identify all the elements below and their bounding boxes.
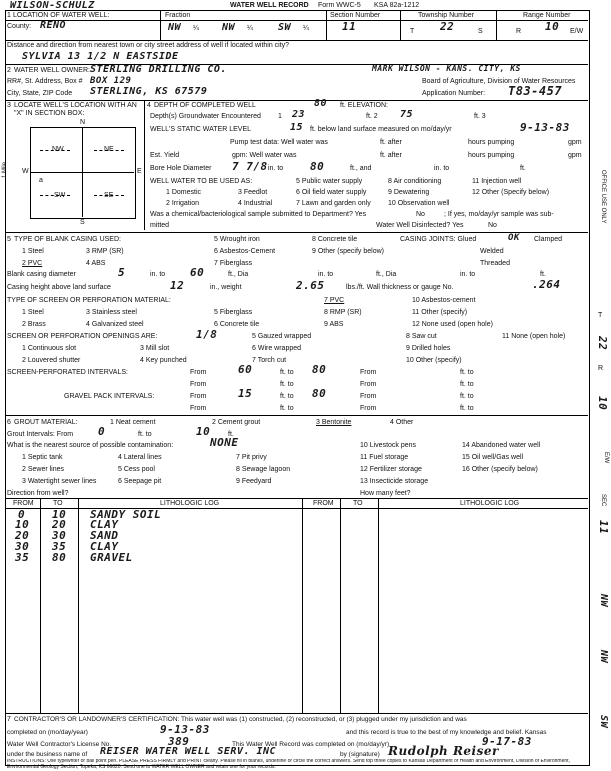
yield-tail: gpm: Well water was (232, 152, 297, 159)
gravel-from-value: 15 (238, 387, 253, 400)
use-label: WELL WATER TO BE USED AS: (150, 178, 253, 185)
openings-value: 1/8 (196, 328, 218, 341)
quarter-mark: ¼ (303, 25, 309, 32)
sidebar-ew: E/W (603, 452, 609, 464)
ft-label: ft. (228, 431, 234, 438)
perf-from-label: From (360, 381, 377, 388)
gpm-label: gpm (568, 139, 582, 146)
gravel-to-label: ft. to (280, 405, 294, 412)
gw-3-label: ft. 3 (474, 113, 486, 120)
use-10[interactable]: 10 Observation well (388, 200, 450, 207)
township-label: Township Number (418, 12, 475, 19)
bore-to-value: 80 (310, 160, 325, 173)
source-10[interactable]: 10 Livestock pens (360, 442, 417, 449)
hours-pumping: hours pumping (468, 139, 515, 146)
ne-label: NE (104, 146, 114, 153)
casing-3[interactable]: 3 RMP (SR) (86, 248, 124, 255)
form-number: Form WWC-5 (318, 2, 361, 9)
ft-dia: ft., Dia (376, 271, 397, 278)
log-row-log: SAND (90, 529, 119, 542)
fraction-3: SW (278, 22, 292, 33)
county-label: County: (7, 23, 32, 30)
grout-intervals-label: Grout Intervals: From (7, 431, 74, 438)
sw-label: SW (54, 192, 66, 199)
owner-name-header: WILSON-SCHULZ (10, 0, 95, 11)
gravel-from-label: From (190, 405, 207, 412)
perf-to-label: ft. to (280, 369, 294, 376)
log-row-log: GRAVEL (90, 551, 133, 564)
grout-label: GROUT MATERIAL: (14, 419, 78, 426)
use-8[interactable]: 8 Air conditioning (388, 178, 442, 185)
static-date: 9-13-83 (520, 121, 570, 134)
gravel-label: GRAVEL PACK INTERVALS: (64, 393, 155, 400)
log-row-to: 20 (52, 518, 67, 531)
how-many-label: How many feet? (360, 490, 411, 497)
address-label: RR#, St. Address, Box # (7, 78, 83, 85)
opening-1[interactable]: 1 Continuous slot (22, 345, 77, 352)
log-row-log: CLAY (90, 518, 119, 531)
gpm-label: gpm (568, 152, 582, 159)
gravel-from-label: From (360, 405, 377, 412)
casing-5[interactable]: 5 Wrought iron (214, 236, 260, 243)
log-row-to: 10 (52, 508, 67, 521)
casing-9[interactable]: 9 Other (specify below) (312, 248, 384, 255)
static-label: WELL'S STATIC WATER LEVEL (150, 126, 252, 133)
log-row-from: 10 (15, 518, 30, 531)
grout-from-value: 0 (98, 425, 106, 438)
grout-2[interactable]: 2 Cement grout (212, 419, 261, 426)
screen-3[interactable]: 3 Stainless steel (86, 309, 137, 316)
section-box[interactable] (30, 127, 136, 219)
section-1-number: 1 (7, 12, 11, 19)
section-6-number: 6 (7, 419, 11, 426)
section-5-number: 5 (7, 236, 11, 243)
joints-label: CASING JOINTS: Glued (400, 236, 477, 243)
range-r: R (516, 28, 522, 35)
use-11[interactable]: 11 Injection well (472, 178, 522, 185)
casing-8[interactable]: 8 Concrete tile (312, 236, 358, 243)
record-date: 9-17-83 (482, 735, 532, 748)
source-12[interactable]: 12 Fertilizer storage (360, 466, 422, 473)
diameter-value: 5 (118, 266, 126, 279)
range-label: Range Number (523, 12, 571, 19)
sidebar-r: R (598, 365, 604, 372)
township-s: S (478, 28, 483, 35)
divider (5, 40, 588, 41)
screen-12[interactable]: 12 None used (open hole) (412, 321, 493, 328)
casing-1[interactable]: 1 Steel (22, 248, 44, 255)
gravel-to-label: ft. to (460, 405, 474, 412)
in-to: in. to (434, 165, 450, 172)
use-2[interactable]: 2 Irrigation (166, 200, 200, 207)
weight-label: in., weight (210, 284, 242, 291)
groundwater-label: Depth(s) Groundwater Encountered (150, 113, 261, 120)
col-divider (78, 498, 79, 713)
screen-10[interactable]: 10 Asbestos-cement (412, 297, 476, 304)
weight-tail: lbs./ft. Wall thickness or gauge No. (346, 284, 454, 291)
location-label: LOCATION OF WATER WELL: (13, 12, 110, 19)
completed-tail: and this record is true to the best of my knowledge and belief. Kansas (346, 729, 547, 736)
source-6[interactable]: 6 Seepage pit (118, 478, 162, 485)
screen-5[interactable]: 5 Fiberglass (214, 309, 253, 316)
distance-label: Distance and direction from nearest town or city street address of well if located within city? (7, 42, 290, 49)
log-row-to: 35 (52, 540, 67, 553)
board-label: Board of Agriculture, Division of Water Resources (422, 78, 576, 85)
col-log: LITHOLOGIC LOG (460, 500, 520, 507)
sidebar-sec: SEC (600, 494, 606, 507)
divider (5, 232, 588, 233)
city-value: STERLING, KS 67579 (90, 86, 208, 97)
col-from: FROM (313, 500, 334, 507)
source-13[interactable]: 13 Insecticide storage (360, 478, 429, 485)
perf-label: SCREEN-PERFORATED INTERVALS: (7, 369, 128, 376)
source-9[interactable]: 9 Feedyard (236, 478, 272, 485)
bore-in-to: in. to (268, 165, 284, 172)
use-5[interactable]: 5 Public water supply (296, 178, 363, 185)
cert-label: CONTRACTOR'S OR LANDOWNER'S CERTIFICATION: This water well was (1) constructed, (2) reconstructed, or (3) plugged under my jurisdiction and was (14, 716, 467, 723)
mile-label: 1 Mile (2, 161, 8, 178)
completed-value: 9-13-83 (160, 723, 210, 736)
business-value: REISER WATER WELL SERV. INC (100, 746, 277, 757)
perf-to-label: ft. to (460, 381, 474, 388)
perf-from-value: 60 (238, 363, 253, 376)
contam-value: NONE (210, 436, 239, 449)
depth-value: 80 (314, 98, 328, 109)
source-5[interactable]: 5 Cess pool (118, 466, 155, 473)
sidebar-sec-value: 11 (597, 520, 610, 535)
divider (5, 20, 588, 21)
owner-name: STERLING DRILLING CO. (90, 64, 227, 75)
gw-2-value: 75 (400, 109, 414, 120)
log-row-from: 0 (18, 508, 26, 521)
section-box-vline (82, 127, 83, 217)
log-row-from: 20 (15, 529, 30, 542)
divider (5, 713, 588, 714)
section-3-number: 3 (7, 102, 11, 109)
pump-test-label: Pump test data: Well water was (230, 139, 328, 146)
sample-tail: ; If yes, mo/day/yr sample was sub- (444, 211, 554, 218)
height-label: Casing height above land surface (7, 284, 111, 291)
submitted-label: mitted (150, 222, 170, 229)
source-2[interactable]: 2 Sewer lines (22, 466, 65, 473)
gw-1-value: 23 (292, 109, 306, 120)
hours-pumping: hours pumping (468, 152, 515, 159)
screen-2[interactable]: 2 Brass (22, 321, 46, 328)
section-4-number: 4 (147, 102, 151, 109)
source-1[interactable]: 1 Septic tank (22, 454, 63, 461)
screen-6[interactable]: 6 Concrete tile (214, 321, 260, 328)
elevation-label: ft. ELEVATION: (340, 102, 388, 109)
sidebar-q3: SW (598, 715, 609, 729)
range-ew: E/W (570, 28, 584, 35)
ft-label: ft. (520, 165, 526, 172)
col-log: LITHOLOGIC LOG (160, 500, 220, 507)
se-label: SE (104, 192, 114, 199)
range-value: 10 (545, 20, 560, 33)
divider (5, 498, 588, 499)
divider (326, 10, 327, 40)
opening-6[interactable]: 6 Wire wrapped (252, 345, 302, 352)
source-14[interactable]: 14 Abandoned water well (462, 442, 541, 449)
screen-7[interactable]: 7 PVC (324, 297, 345, 304)
south-label: S (80, 219, 85, 226)
distance-value: SYLVIA 13 1/2 N EASTSIDE (22, 51, 179, 62)
perf-from-label: From (190, 381, 207, 388)
in-to: in. to (460, 271, 476, 278)
screen-4[interactable]: 4 Galvanized steel (86, 321, 144, 328)
gravel-from-label: From (190, 393, 207, 400)
divider (496, 10, 497, 40)
fraction-label: Fraction (165, 12, 191, 19)
contam-label: What is the nearest source of possible contamination: (7, 442, 174, 449)
west-label: W (22, 168, 29, 175)
a-label: a (39, 177, 43, 184)
screen-label: TYPE OF SCREEN OR PERFORATION MATERIAL: (7, 297, 171, 304)
divider (144, 100, 145, 230)
business-label: under the business name of (7, 751, 88, 758)
static-tail: ft. below land surface measured on mo/day/yr (310, 126, 452, 133)
grout-1[interactable]: 1 Neat cement (110, 419, 156, 426)
direction-label: Direction from well? (7, 490, 69, 497)
log-row-log: CLAY (90, 540, 119, 553)
log-row-from: 35 (15, 551, 30, 564)
col-divider (40, 498, 41, 713)
use-12[interactable]: 12 Other (Specify below) (472, 189, 550, 196)
perf-from-label: From (190, 369, 207, 376)
section-number-value: 11 (342, 20, 357, 33)
county-value: RENO (40, 20, 67, 31)
section-2-number: 2 (7, 67, 11, 74)
divider (400, 10, 401, 40)
sidebar-q2: NW (598, 650, 609, 664)
license-label: Water Well Contractor's License No. (7, 741, 112, 748)
threaded-label[interactable]: Threaded (480, 260, 510, 267)
diameter-to: in. to (150, 271, 166, 278)
col-divider (340, 498, 341, 713)
gauge-value: .264 (532, 278, 561, 291)
use-9[interactable]: 9 Dewatering (388, 189, 430, 196)
application-number: T83-457 (508, 84, 563, 98)
col-to: TO (53, 500, 63, 507)
source-4[interactable]: 4 Lateral lines (118, 454, 162, 461)
casing-2[interactable]: 2 PVC (22, 260, 43, 267)
casing-label: TYPE OF BLANK CASING USED: (14, 236, 121, 243)
bore-label: Bore Hole Diameter (150, 165, 212, 172)
perf-to-label: ft. to (460, 369, 474, 376)
grout-4[interactable]: 4 Other (390, 419, 414, 426)
opening-10[interactable]: 10 Other (specify) (406, 357, 462, 364)
ft-label: ft. (540, 271, 546, 278)
ft-after: ft. after (380, 139, 402, 146)
screen-9[interactable]: 9 ABS (324, 321, 344, 328)
sidebar-q1: NW (598, 594, 609, 608)
openings-label: SCREEN OR PERFORATION OPENINGS ARE: (7, 333, 158, 340)
divider (5, 415, 588, 416)
ft-and: ft., and (350, 165, 372, 172)
use-1[interactable]: 1 Domestic (166, 189, 202, 196)
grout-3[interactable]: 3 Bentonite (316, 419, 352, 426)
source-11[interactable]: 11 Fuel storage (360, 454, 409, 461)
gw-1-label: 1 (278, 113, 282, 120)
completed-label: completed on (mo/day/year) (7, 729, 88, 736)
log-row-log: SANDY SOIL (90, 508, 162, 521)
opening-3[interactable]: 3 Mill slot (140, 345, 170, 352)
form-title: WATER WELL RECORD (230, 2, 309, 9)
license-value: 389 (168, 735, 190, 748)
casing-6[interactable]: 6 Asbestos-Cement (214, 248, 276, 255)
perf-to-value: 80 (312, 363, 327, 376)
use-4[interactable]: 4 Industrial (238, 200, 273, 207)
sidebar-r-value: 10 (596, 396, 609, 411)
clamped-label[interactable]: Clamped (534, 236, 563, 243)
signature-label: by (signature) (340, 751, 380, 758)
screen-1[interactable]: 1 Steel (22, 309, 44, 316)
diameter-to-value: 60 (190, 266, 205, 279)
joints-glued: OK (508, 233, 520, 243)
opening-9[interactable]: 9 Drilled holes (406, 345, 451, 352)
address-value: BOX 129 (90, 76, 132, 86)
in-to: in. to (318, 271, 334, 278)
static-value: 15 (290, 122, 304, 133)
fraction-2: NW (222, 22, 236, 33)
locate-label: LOCATE WELL'S LOCATION WITH AN "X" IN SECTION BOX: (14, 102, 137, 117)
disinfected-label: Water Well Disinfected? Yes (376, 222, 464, 229)
log-row-to: 80 (52, 551, 67, 564)
opening-5[interactable]: 5 Gauzed wrapped (252, 333, 312, 340)
gw-2-label: ft. 2 (366, 113, 378, 120)
divider (160, 10, 161, 40)
source-7[interactable]: 7 Pit privy (236, 454, 267, 461)
perf-to-label: ft. to (280, 381, 294, 388)
ksa-number: KSA 82a-1212 (374, 2, 420, 9)
weight-value: 2.65 (296, 279, 325, 292)
instructions: INSTRUCTIONS: Use typewriter or ball point pen. PLEASE PRESS FIRMLY and PRINT clearly. Please fill in blanks, underline or circle the correct answers. Send top three copies to Kansas Department of Health and Environment, Division of Environment, Environmental Geology Section, Topeka, KS 66620. Send one to WATER WELL OWNER and retain one for your records. (7, 759, 570, 770)
east-label: E (137, 168, 142, 175)
ft-after: ft. after (380, 152, 402, 159)
opening-7[interactable]: 7 Torch cut (252, 357, 287, 364)
welded-label[interactable]: Welded (480, 248, 504, 255)
col-to: TO (353, 500, 363, 507)
sidebar-t: T (598, 312, 603, 319)
application-label: Application Number: (422, 90, 486, 97)
sidebar-t-value: 22 (596, 336, 609, 351)
sample-label: Was a chemical/bacteriological sample submitted to Department? Yes (150, 211, 367, 218)
grout-to-value: 10 (196, 425, 211, 438)
sample-no[interactable]: No (416, 211, 425, 218)
section-number-label: Section Number (330, 12, 381, 19)
office-use-label: OFFICE USE ONLY (600, 170, 606, 224)
gravel-from-label: From (360, 393, 377, 400)
disinfected-no[interactable]: No (488, 222, 497, 229)
township-value: 22 (440, 20, 455, 33)
col-divider (378, 498, 379, 713)
source-16[interactable]: 16 Other (specify below) (462, 466, 538, 473)
ft-dia: ft., Dia (228, 271, 249, 278)
casing-4[interactable]: 4 ABS (86, 260, 106, 267)
signature-value: Rudolph Reiser (388, 744, 499, 758)
source-15[interactable]: 15 Oil well/Gas well (462, 454, 524, 461)
quarter-mark: ¼ (247, 25, 253, 32)
opening-11[interactable]: 11 None (open hole) (502, 333, 566, 340)
height-value: 12 (170, 279, 185, 292)
source-3[interactable]: 3 Watertight sewer lines (22, 478, 97, 485)
gravel-to-label: ft. to (460, 393, 474, 400)
source-8[interactable]: 8 Sewage lagoon (236, 466, 291, 473)
section-7-number: 7 (7, 716, 11, 723)
opening-4[interactable]: 4 Key punched (140, 357, 187, 364)
opening-2[interactable]: 2 Louvered shutter (22, 357, 81, 364)
perf-from-label: From (360, 369, 377, 376)
col-from: FROM (13, 500, 34, 507)
casing-7[interactable]: 7 Fiberglass (214, 260, 253, 267)
fraction-1: NW (168, 22, 182, 33)
use-3[interactable]: 3 Feedlot (238, 189, 268, 196)
owner-label: WATER WELL OWNER: (14, 67, 90, 74)
grout-to-label: ft. to (138, 431, 152, 438)
owner-alt-name: MARK WILSON - KANS. CITY, KS (372, 64, 521, 73)
screen-8[interactable]: 8 RMP (SR) (324, 309, 362, 316)
diameter-label: Blank casing diameter (7, 271, 76, 278)
bore-value: 7 7/8 (232, 160, 268, 173)
use-6[interactable]: 6 Oil field water supply (296, 189, 367, 196)
north-label: N (80, 119, 86, 126)
divider (5, 100, 588, 101)
gravel-to-value: 80 (312, 387, 327, 400)
nw-label: NW (52, 146, 64, 153)
township-t: T (410, 28, 415, 35)
depth-label: DEPTH OF COMPLETED WELL (154, 102, 256, 109)
city-label: City, State, ZIP Code (7, 90, 73, 97)
screen-11[interactable]: 11 Other (specify) (412, 309, 468, 316)
log-row-to: 30 (52, 529, 67, 542)
col-divider (302, 498, 303, 713)
log-row-from: 30 (15, 540, 30, 553)
opening-8[interactable]: 8 Saw cut (406, 333, 437, 340)
yield-label: Est. Yield (150, 152, 180, 159)
quarter-mark: ¼ (193, 25, 199, 32)
gravel-to-label: ft. to (280, 393, 294, 400)
license-tail: This Water Well Record was completed on (mo/day/yr) (232, 741, 390, 748)
use-7[interactable]: 7 Lawn and garden only (296, 200, 371, 207)
